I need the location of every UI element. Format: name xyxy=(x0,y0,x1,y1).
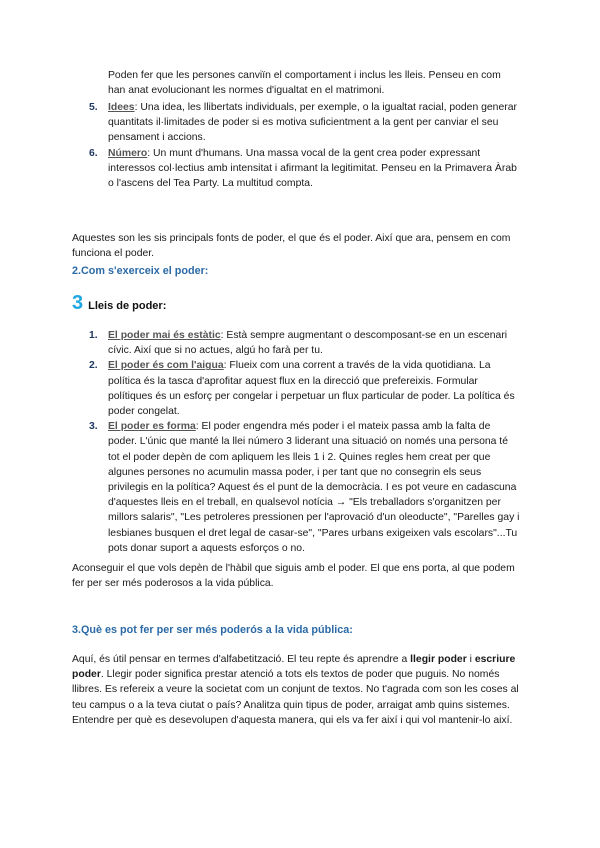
laws-heading-label: Lleis de poder: xyxy=(88,300,167,312)
list-term: Número xyxy=(108,147,148,159)
final-text-e: . Llegir poder significa prestar atenció a tots els textos de poder que puguis. No només llibres. Es refereix a veure la societat com un conjunt de textos. No t'agrada com son les coses al teu campus o a la teva ciutat o país? Analitza quin tipus de poder, arraigat amb quins sistemes. Entendre per què es desevolupen d'aquesta manera, qui els va fer així i qui vol mantenir-lo així. xyxy=(72,669,519,726)
skill-paragraph: Aconseguir el que vols depèn de l'hàbil que siguis amb el poder. El que ens porta, al que podem fer per ser més poderosos a la vida pública. xyxy=(72,563,515,590)
list-item xyxy=(89,100,518,146)
final-text-a: Aquí, és útil pensar en termes d'alfabetització. El teu repte és aprendre a xyxy=(72,654,411,665)
final-paragraph xyxy=(72,652,522,728)
list-text: : Flueix com una corrent a través de la vida quotidiana. La política és la tasca d'aprofitar aquest flux en la direcció que prefereixis. Formular polítiques és un esforç per congelar i perpetuar un flux particular de poder. La política és poder congelat. xyxy=(108,360,515,418)
laws-list xyxy=(89,328,520,556)
list-term: Idees xyxy=(108,102,135,113)
list-term: El poder es forma xyxy=(108,421,196,433)
read-power-emphasis: llegir poder xyxy=(410,654,467,665)
section-heading-3: 3.Què es pot fer per ser més poderós a la vida pública: xyxy=(72,624,353,636)
intro-paragraph: Aquestes son les sis principals fonts de poder, el que és el poder. Així que ara, pensem en com funciona el poder. xyxy=(72,233,511,260)
laws-heading xyxy=(72,292,166,315)
list-term: El poder és com l'aigua xyxy=(108,360,224,372)
list-text: : Està sempre augmentant o descomposant-se en un escenari cívic. Així que si no actues, algú ho farà per tu. xyxy=(108,330,508,357)
power-sources-list xyxy=(89,100,518,191)
list-text: : Un munt d'humans. Una massa vocal de la gent crea poder expressant interessos col·lectius amb intensitat i afirmant la legitimitat. Penseu en la Primavera Àrab o l'ascens del Tea Party. La multitud compta. xyxy=(108,147,517,190)
list-number: 1. xyxy=(89,330,98,341)
list-term: El poder mai és estàtic xyxy=(108,330,221,341)
list-item xyxy=(89,328,520,358)
list-text: : Una idea, les llibertats individuals, per exemple, o la igualtat racial, poden generar quantitats il·limitades de poder si es motiva suficientment a la gent per canviar el seu pensament i accions. xyxy=(108,102,517,144)
list-number: 6. xyxy=(89,147,98,159)
list-number: 3. xyxy=(89,421,98,433)
list-text: : El poder engendra més poder i el mateix passa amb la falta de poder. L'únic que manté la llei número 3 liderant una situació on només una persona té tot el poder depèn de com apliquem les lleis 1 i 2. Quines regles hem creat per que algunes persones no acumulin massa poder, i per tant que no consegrin els seus privilegis en la política? Aquest és el punt de la democràcia. I es pot veure en cadascuna d'aquestes lleis en el treball, en qualsevol notícia → "Els treballadors s'organitzen per millors salaris", "Les petroleres pressionen per l'aprovació d'un oleoducte", "Parelles gay i lesbianes busquen el dret legal de casar-se", "Pares urbans exigeixen vals escolars"...Tu pots donar suport a aquests esforços o no. xyxy=(108,421,520,554)
list-item xyxy=(89,358,520,419)
write-power-emphasis: escriure poder xyxy=(72,654,516,681)
list-number: 5. xyxy=(89,102,98,113)
list-item xyxy=(89,419,520,556)
final-text-c: i xyxy=(466,654,475,665)
list-number: 2. xyxy=(89,360,98,372)
list-item xyxy=(89,146,518,192)
section-heading-2: 2.Com s'exerceix el poder: xyxy=(72,265,209,277)
list-continuation-text: Poden fer que les persones canviïn el comportament i inclus les lleis. Penseu en com han anat evolucionant les normes d'igualtat en el matrimoni. xyxy=(108,70,501,97)
laws-heading-number: 3 xyxy=(72,292,84,314)
